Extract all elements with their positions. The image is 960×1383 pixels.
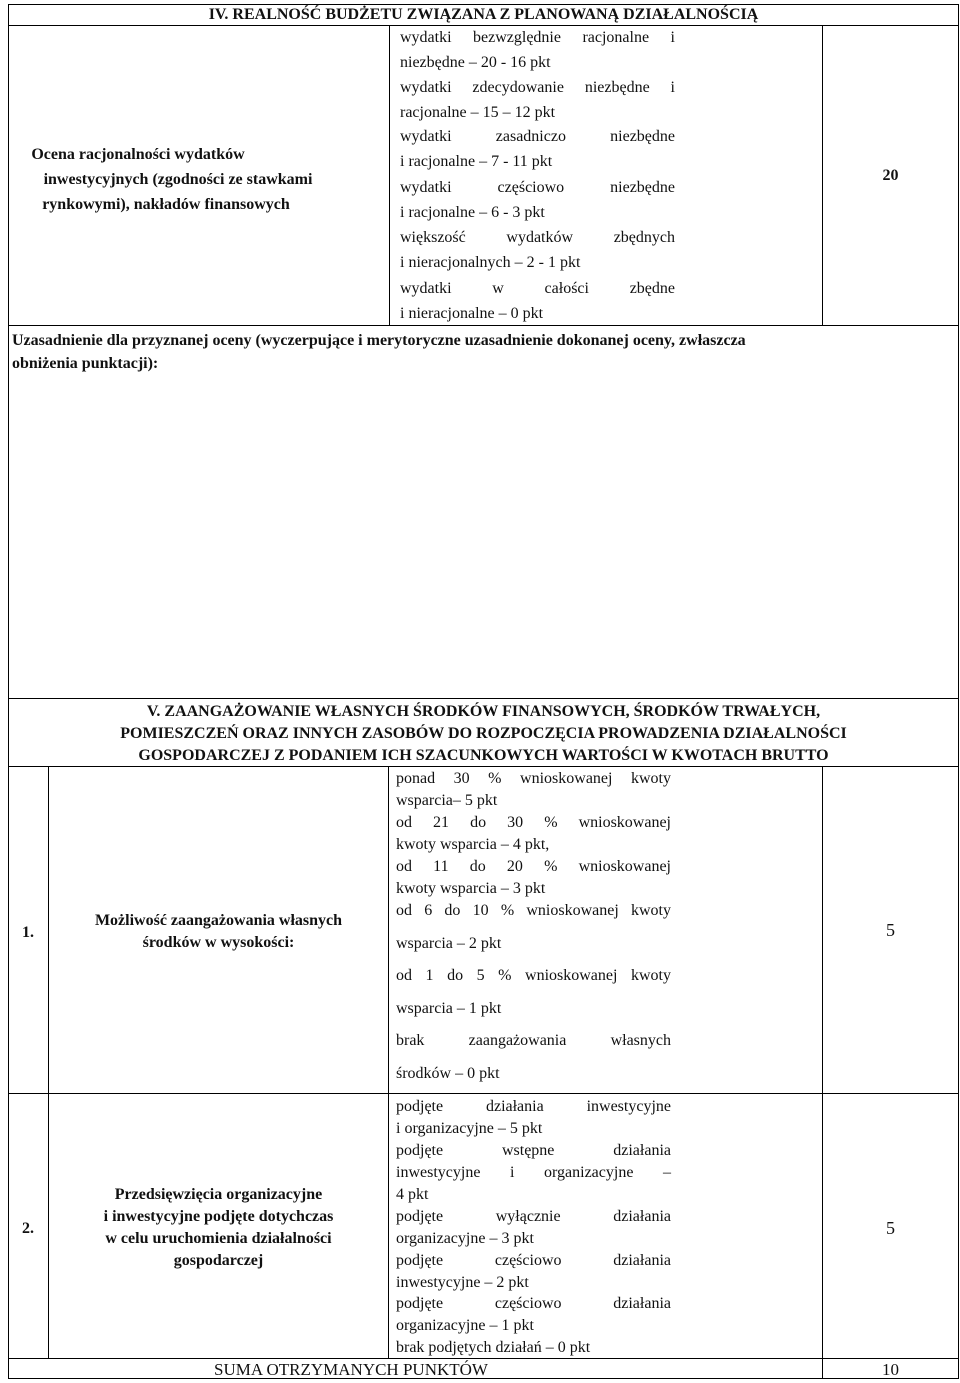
row-number: 2. — [22, 1220, 34, 1237]
row-number: 1. — [22, 924, 34, 941]
points-rationality: 20 — [882, 167, 899, 184]
total-value: 10 — [882, 1360, 899, 1379]
border-right — [958, 4, 959, 1379]
points-own-funds: 5 — [886, 920, 895, 940]
section-iv-title: IV. REALNOŚĆ BUDŻETU ZWIĄZANA Z PLANOWANĄ DZIAŁALNOŚCIĄ — [208, 6, 759, 23]
total-label: SUMA OTRZYMANYCH PUNKTÓW — [214, 1360, 488, 1379]
points-activities: 5 — [886, 1218, 895, 1238]
